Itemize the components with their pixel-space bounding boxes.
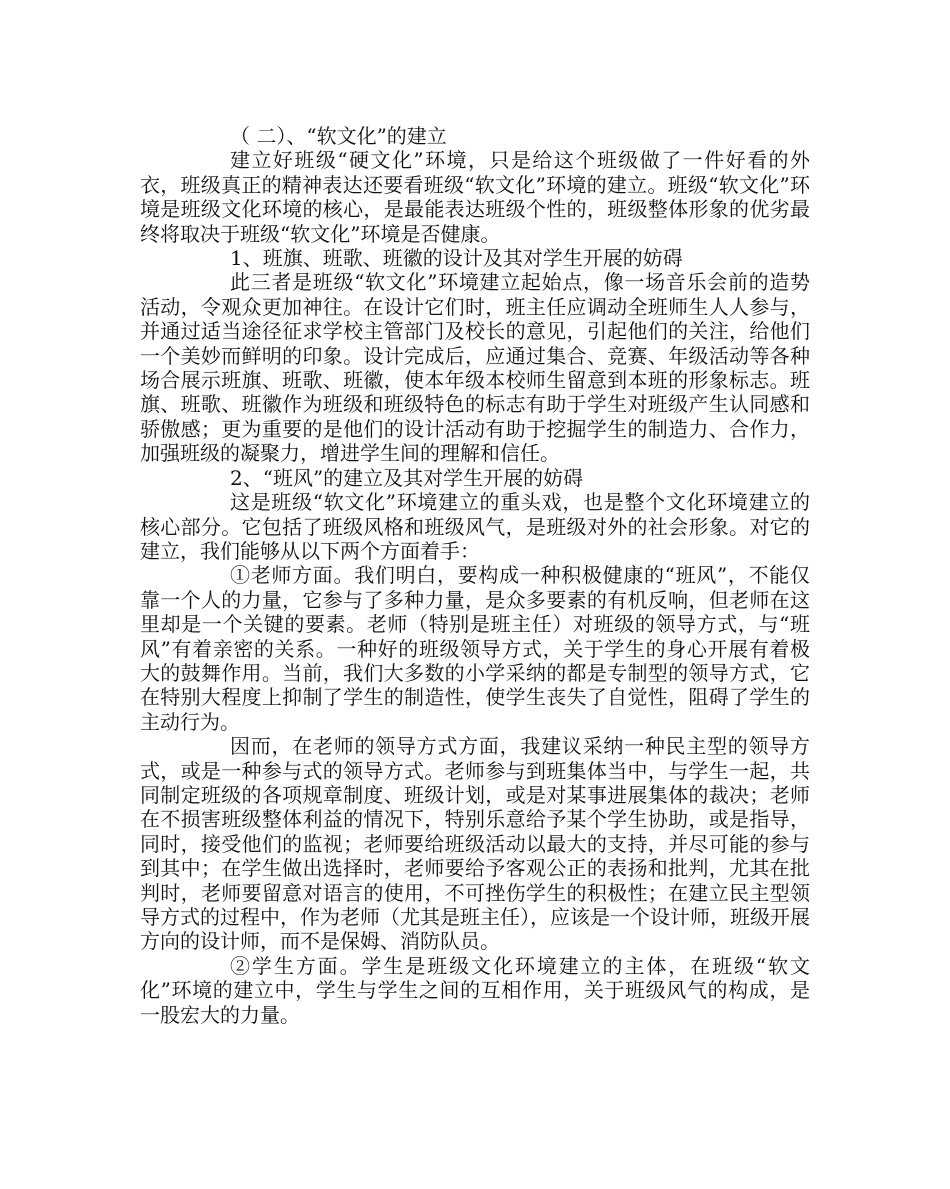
student-aspect-paragraph: ②学生方面。学生是班级文化环境建立的主体，在班级“软文化”环境的建立中，学生与学生之间的互相作用，关于班级风气的构成，是一股宏大的力量。 <box>140 953 810 1027</box>
subheading-flag-song-emblem: 1、班旗、班歌、班徽的设计及其对学生开展的妨碍 <box>230 246 683 271</box>
class-style-paragraph: 这是班级“软文化”环境建立的重头戏，也是整个文化环境建立的核心部分。它包括了班级风格和班级风气，是班级对外的社会形象。对它的建立，我们能够从以下两个方面着手： <box>140 490 810 563</box>
intro-paragraph: 建立好班级“硬文化”环境，只是给这个班级做了一件好看的外衣，班级真正的精神表达还要看班级“软文化”环境的建立。班级“软文化”环境是班级文化环境的核心，是最能表达班级个性的，班级整体形象的优劣最终将取决于班级“软文化”环境是否健康。 <box>140 148 810 246</box>
teacher-aspect-paragraph: ①老师方面。我们明白，要构成一种积极健康的“班风”，不能仅靠一个人的力量，它参与了多种力量，是众多要素的有机反响，但老师在这里却是一个关键的要素。老师（特别是班主任）对班级的领导方式，与“班风”有着亲密的关系。一种好的班级领导方式，关于学生的身心开展有着极大的鼓舞作用。当前，我们大多数的小学采纳的都是专制型的领导方式，它在特别大程度上抑制了学生的制造性，使学生丧失了自觉性，阻碍了学生的主动行为。 <box>140 563 810 734</box>
leadership-paragraph: 因而，在老师的领导方式方面，我建议采纳一种民主型的领导方式，或是一种参与式的领导方式。老师参与到班集体当中，与学生一起，共同制定班级的各项规章制度、班级计划，或是对某事进展集体的裁决；老师在不损害班级整体利益的情况下，特别乐意给予某个学生协助，或是指导，同时，接受他们的监视；老师要给班级活动以最大的支持，并尽可能的参与到其中；在学生做出选择时，老师要给予客观公正的表扬和批判，尤其在批判时，老师要留意对语言的使用，不可挫伤学生的积极性；在建立民主型领导方式的过程中，作为老师（尤其是班主任），应该是一个设计师，班级开展方向的设计师，而不是保姆、消防队员。 <box>140 734 810 954</box>
document-body <box>140 124 810 1027</box>
flag-song-emblem-paragraph: 此三者是班级“软文化”环境建立起始点，像一场音乐会前的造势活动，令观众更加神往。在设计它们时，班主任应调动全班师生人人参与，并通过适当途径征求学校主管部门及校长的意见，引起他们的关注，给他们一个美妙而鲜明的印象。设计完成后，应通过集合、竞赛、年级活动等各种场合展示班旗、班歌、班徽，使本年级本校师生留意到本班的形象标志。班旗、班歌、班徽作为班级和班级特色的标志有助于学生对班级产生认同感和骄傲感；更为重要的是他们的设计活动有助于挖掘学生的制造力、合作力，加强班级的凝聚力，增进学生间的理解和信任。 <box>140 270 810 466</box>
section-heading-soft-culture: （ 二）、“软文化”的建立 <box>230 124 447 148</box>
subheading-class-style: 2、“班风”的建立及其对学生开展的妨碍 <box>230 465 584 490</box>
